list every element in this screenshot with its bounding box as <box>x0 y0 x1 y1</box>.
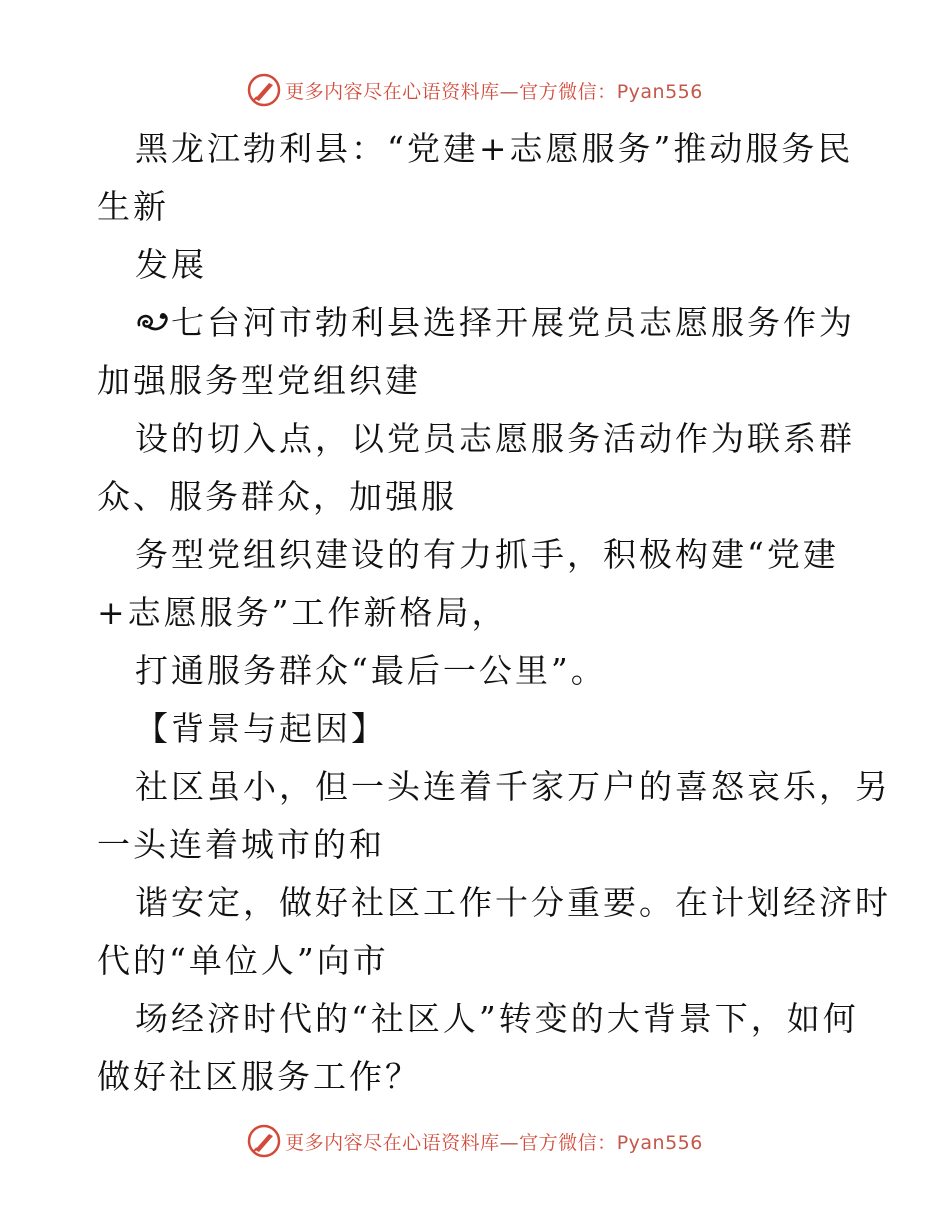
doc-paragraph-line: 众、服务群众，加强服 <box>97 477 457 516</box>
doc-line-text: 七台河市勃利县选择开展党员志愿服务作为 <box>171 303 855 342</box>
watermark-dash: — <box>499 1131 520 1154</box>
watermark-main-text: 更多内容尽在心语资料库 <box>285 80 500 103</box>
doc-paragraph-line: 设的切入点，以党员志愿服务活动作为联系群 <box>135 419 855 458</box>
doc-paragraph-line: +志愿服务”工作新格局， <box>97 593 508 632</box>
watermark-text <box>285 1128 703 1155</box>
footer-watermark <box>0 1119 950 1163</box>
doc-title-line-3: 发展 <box>135 245 207 284</box>
quill-pen-logo-icon <box>247 73 281 107</box>
doc-paragraph-line: 代的“单位人”向市 <box>97 941 389 980</box>
doc-paragraph-line: 场经济时代的“社区人”转变的大背景下，如何 <box>135 999 859 1038</box>
watermark-main-text: 更多内容尽在心语资料库 <box>285 1131 500 1154</box>
doc-paragraph-line: 加强服务型党组织建 <box>97 361 421 400</box>
doc-paragraph-line: 务型党组织建设的有力抓手，积极构建“党建 <box>135 535 839 574</box>
doc-paragraph-line <box>135 294 855 352</box>
watermark-text <box>285 77 703 104</box>
ornamental-bullet-icon <box>135 307 171 337</box>
header-watermark <box>0 68 950 112</box>
doc-paragraph-line: 社区虽小，但一头连着千家万户的喜怒哀乐，另 <box>135 767 891 806</box>
doc-paragraph-line: 一头连着城市的和 <box>97 825 385 864</box>
watermark-contact-label: 官方微信： <box>519 80 617 103</box>
watermark-contact-label: 官方微信： <box>519 1131 617 1154</box>
watermark-dash: — <box>499 80 520 103</box>
watermark-contact-id: Pyan556 <box>616 1131 703 1154</box>
doc-paragraph-line: 做好社区服务工作？ <box>97 1057 421 1096</box>
doc-title-line-2: 生新 <box>97 187 169 226</box>
section-heading: 【背景与起因】 <box>135 709 387 748</box>
watermark-contact-id: Pyan556 <box>616 80 703 103</box>
quill-pen-logo-icon <box>247 1124 281 1158</box>
doc-paragraph-line: 谐安定，做好社区工作十分重要。在计划经济时 <box>135 883 891 922</box>
doc-paragraph-line: 打通服务群众“最后一公里”。 <box>135 651 607 690</box>
doc-title-line-1: 黑龙江勃利县：“党建+志愿服务”推动服务民 <box>135 129 854 168</box>
